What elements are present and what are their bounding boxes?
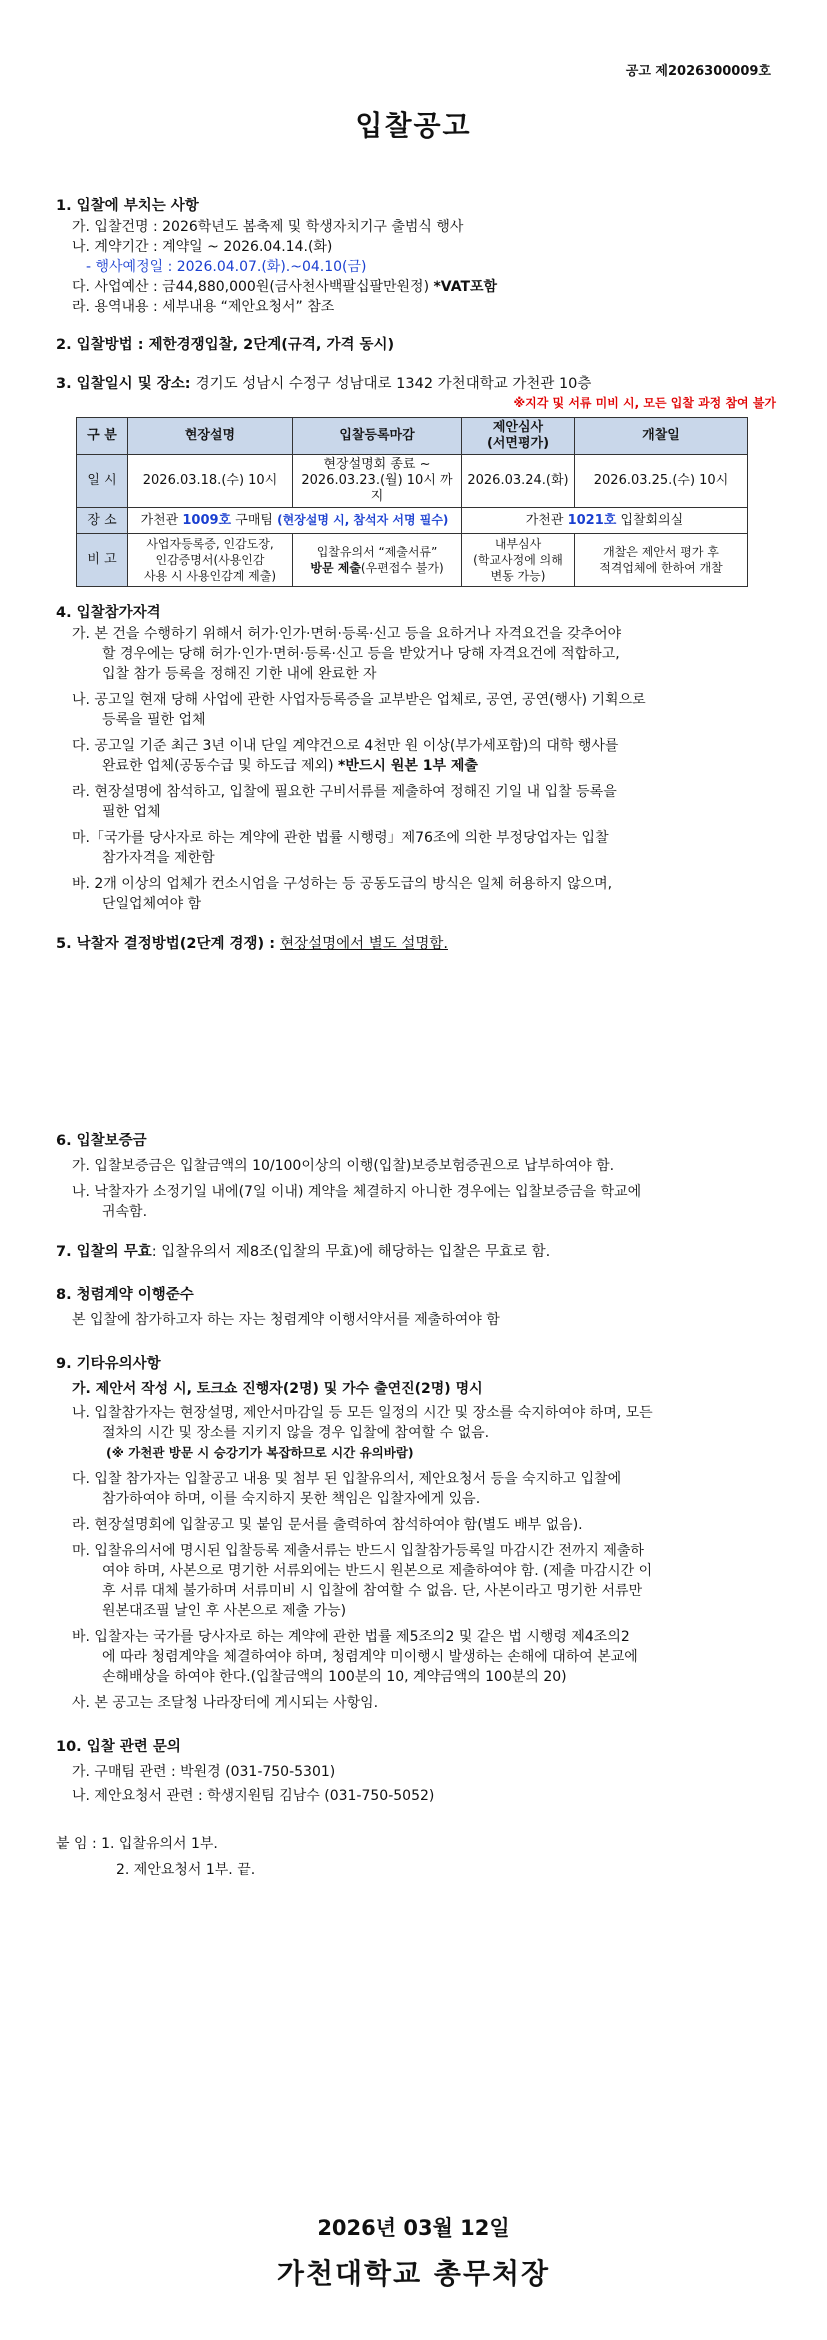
notice-date: 2026년 03월 12일 xyxy=(317,2216,510,2240)
table-header-cell xyxy=(462,418,575,455)
table-row xyxy=(77,534,748,587)
notice-number: 공고 제2026300009호 xyxy=(625,64,771,79)
s8-text: 본 입찰에 참가하고자 하는 자는 청렴계약 이행서약서를 제출하여야 함 xyxy=(72,1312,500,1328)
table-cell-line: 입찰유의서 “제출서류” xyxy=(316,545,438,559)
table-cell xyxy=(128,508,462,534)
s4-item-c-text: 완료한 업체(공동수급 및 하도급 제외) xyxy=(102,758,339,774)
section-3-heading-label: 3. 입찰일시 및 장소: xyxy=(56,376,196,392)
table-cell-line: 인감증명서(사용인감 xyxy=(155,553,265,567)
section-10-heading: 10. 입찰 관련 문의 xyxy=(56,1739,181,1755)
cell-text: 가천관 xyxy=(140,513,183,528)
s9-item-e-cont: 여야 하며, 사본으로 명기한 서류외에는 반드시 원본으로 제출하여야 함. (제출 마감시간 이 xyxy=(102,1563,653,1579)
signature-note: (현장설명 시, 참석자 서명 필수) xyxy=(277,513,449,527)
table-header-cell: 개찰일 xyxy=(575,418,748,455)
table-cell xyxy=(293,455,462,508)
section-5-heading-label: 5. 낙찰자 결정방법(2단계 경쟁) : xyxy=(56,936,281,952)
s9-item-e: 마. 입찰유의서에 명시된 입찰등록 제출서류는 반드시 입찰참가등록일 마감시간 전까지 제출하 xyxy=(72,1543,644,1559)
page-title: 입찰공고 xyxy=(355,109,472,142)
section-7-text: : 입찰유의서 제8조(입찰의 무효)에 해당하는 입찰은 무효로 함. xyxy=(151,1244,551,1260)
s9-item-f-cont: 에 따라 청렴계약을 체결하여야 하며, 청렴계약 미이행시 발생하는 손해에 대하여 본교에 xyxy=(102,1649,638,1665)
section-5 xyxy=(56,934,776,955)
s6-item-a: 가. 입찰보증금은 입찰금액의 10/100이상의 이행(입찰)보증보험증권으로 납부하여야 함. xyxy=(72,1158,615,1174)
table-cell xyxy=(128,534,293,587)
table-cell: 2026.03.24.(화) xyxy=(462,455,575,508)
table-cell-line: (학교사정에 의해 xyxy=(473,553,563,567)
table-cell xyxy=(575,534,748,587)
table-cell xyxy=(293,534,462,587)
section-1 xyxy=(56,196,776,317)
table-header-line: 제안심사 xyxy=(492,420,544,435)
s4-item-b: 나. 공고일 현재 당해 사업에 관한 사업자등록증을 교부받은 업체로, 공연, 공연(행사) 기획으로 xyxy=(72,692,646,708)
table-cell-line: 적격업체에 한하여 개찰 xyxy=(599,561,723,575)
s9-item-b-note: (※ 가천관 방문 시 승강기가 복잡하므로 시간 유의바람) xyxy=(106,1445,414,1460)
s9-item-c: 다. 입찰 참가자는 입찰공고 내용 및 첨부 된 입찰유의서, 제안요청서 등을 숙지하고 입찰에 xyxy=(72,1471,622,1487)
s4-item-b-cont: 등록을 필한 업체 xyxy=(102,712,206,728)
section-2-heading: 2. 입찰방법 : 제한경쟁입찰, 2단계(규격, 가격 동시) xyxy=(56,337,395,353)
s10-item-b: 나. 제안요청서 관련 : 학생지원팀 김남수 (031-750-5052) xyxy=(72,1788,435,1804)
s4-item-a-cont: 입찰 참가 등록을 정해진 기한 내에 완료한 자 xyxy=(102,666,377,682)
s4-item-f: 바. 2개 이상의 업체가 컨소시엄을 구성하는 등 공동도급의 방식은 일체 허용하지 않으며, xyxy=(72,876,613,892)
section-1-heading: 1. 입찰에 부치는 사항 xyxy=(56,198,199,214)
section-8 xyxy=(56,1285,776,1330)
section-7-heading-label: 7. 입찰의 무효 xyxy=(56,1244,152,1260)
table-cell-line: 사업자등록증, 인감도장, xyxy=(146,537,274,551)
table-cell: 2026.03.18.(수) 10시 xyxy=(128,455,293,508)
room-number: 1009호 xyxy=(182,513,232,528)
s4-item-c: 다. 공고일 기준 최근 3년 이내 단일 계약건으로 4천만 원 이상(부가세포함)의 대학 행사를 xyxy=(72,738,619,754)
section-3 xyxy=(56,374,776,587)
s4-item-f-cont: 단일업체여야 함 xyxy=(102,896,202,912)
s1-vat-note: *VAT포함 xyxy=(433,279,498,295)
original-note: *반드시 원본 1부 제출 xyxy=(338,758,478,774)
s4-item-a-cont: 할 경우에는 당해 허가·인가·면허·등록·신고 등을 받았거나 당해 자격요건에 적합하고, xyxy=(102,646,620,662)
s4-item-d: 라. 현장설명에 참석하고, 입찰에 필요한 구비서류를 제출하여 정해진 기일 내 입찰 등록을 xyxy=(72,784,617,800)
table-row-label: 비 고 xyxy=(77,534,128,587)
s1-item-a: 가. 입찰건명 : 2026학년도 봄축제 및 학생자치기구 출범식 행사 xyxy=(72,219,464,235)
table-cell: 2026.03.25.(수) 10시 xyxy=(575,455,748,508)
table-row-label: 일 시 xyxy=(77,455,128,508)
table-cell-line: 2026.03.23.(월) 10시 까지 xyxy=(301,473,453,504)
attachment-line-2: 2. 제안요청서 1부. 끝. xyxy=(116,1862,256,1878)
section-5-heading xyxy=(56,934,776,955)
section-3-place: 경기도 성남시 수정구 성남대로 1342 가천대학교 가천관 10층 xyxy=(195,376,592,392)
table-row-label: 장 소 xyxy=(77,508,128,534)
section-10 xyxy=(56,1737,776,1806)
table-row xyxy=(77,508,748,534)
s9-item-a: 가. 제안서 작성 시, 토크쇼 진행자(2명) 및 가수 출연진(2명) 명시 xyxy=(72,1381,483,1397)
issuer-name: 가천대학교 총무처장 xyxy=(276,2257,551,2290)
table-cell-line xyxy=(296,560,458,576)
s9-item-e-cont: 원본대조필 날인 후 사본으로 제출 가능) xyxy=(102,1603,347,1619)
section-6 xyxy=(56,1131,776,1222)
s9-item-d: 라. 현장설명회에 입찰공고 및 붙임 문서를 출력하여 참석하여야 함(별도 배부 없음). xyxy=(72,1517,583,1533)
section-4 xyxy=(56,603,776,914)
table-cell-line: 현장설명회 종료 ~ xyxy=(323,457,431,472)
s4-item-a: 가. 본 건을 수행하기 위해서 허가·인가·면허·등록·신고 등을 요하거나 자격요건을 갖추어야 xyxy=(72,626,622,642)
s3-warning: ※지각 및 서류 미비 시, 모든 입찰 과정 참여 불가 xyxy=(513,396,776,410)
s9-item-e-cont: 후 서류 대체 불가하며 서류미비 시 입찰에 참여할 수 없음. 단, 사본이라고 명기한 서류만 xyxy=(102,1583,643,1599)
table-row xyxy=(77,455,748,508)
s6-item-b-cont: 귀속함. xyxy=(102,1204,148,1220)
attachment-line-1: 붙 임 : 1. 입찰유의서 1부. xyxy=(56,1836,218,1852)
section-3-heading xyxy=(56,374,776,395)
cell-text: 구매팀 xyxy=(231,513,278,528)
table-cell xyxy=(462,508,748,534)
section-6-heading: 6. 입찰보증금 xyxy=(56,1133,147,1149)
table-header-row xyxy=(77,418,748,455)
cell-text: (우편접수 불가) xyxy=(360,561,444,575)
section-8-heading: 8. 청렴계약 이행준수 xyxy=(56,1287,194,1303)
s1-item-b-sub: - 행사예정일 : 2026.04.07.(화).~04.10(금) xyxy=(86,259,367,275)
document-body xyxy=(56,196,776,1880)
s9-item-f-cont: 손해배상을 하여야 한다.(입찰금액의 100분의 10, 계약금액의 100분의 20) xyxy=(102,1669,567,1685)
s1-item-b: 나. 계약기간 : 계약일 ~ 2026.04.14.(화) xyxy=(72,239,333,255)
s1-item-c xyxy=(56,277,776,297)
s9-item-c-cont: 참가하여야 하며, 이를 숙지하지 못한 책임은 입찰자에게 있음. xyxy=(102,1491,481,1507)
section-5-text: 현장설명에서 별도 설명함. xyxy=(280,936,448,952)
table-cell-line: 개찰은 제안서 평가 후 xyxy=(603,545,719,559)
s1-item-c-text: 다. 사업예산 : 금44,880,000원(금사천사백팔십팔만원정) xyxy=(72,279,434,295)
table-cell-line: 내부심사 xyxy=(494,537,542,551)
table-header-cell: 현장설명 xyxy=(128,418,293,455)
section-7 xyxy=(56,1242,776,1263)
s6-item-b: 나. 낙찰자가 소정기일 내에(7일 이내) 계약을 체결하지 아니한 경우에는 입찰보증금을 학교에 xyxy=(72,1184,642,1200)
table-header-line: (서면평가) xyxy=(486,436,550,451)
table-header-cell: 구 분 xyxy=(77,418,128,455)
table-header-cell: 입찰등록마감 xyxy=(293,418,462,455)
cell-text: 입찰회의실 xyxy=(616,512,684,528)
s9-item-b: 나. 입찰참가자는 현장설명, 제안서마감일 등 모든 일정의 시간 및 장소를 숙지하여야 하며, 모든 xyxy=(72,1405,653,1421)
room-number: 1021호 xyxy=(567,512,617,528)
attachments xyxy=(56,1834,776,1880)
section-7-heading xyxy=(56,1242,776,1263)
cell-text: 가천관 xyxy=(525,512,568,528)
section-4-heading: 4. 입찰참가자격 xyxy=(56,605,161,621)
s4-item-e-cont: 참가자격을 제한함 xyxy=(102,850,215,866)
visit-submit: 방문 제출 xyxy=(310,561,361,575)
section-2 xyxy=(56,335,776,356)
section-9 xyxy=(56,1354,776,1713)
s9-item-b-cont: 절차의 시간 및 장소를 지키지 않을 경우 입찰에 참여할 수 없음. xyxy=(102,1425,490,1441)
s10-item-a: 가. 구매팀 관련 : 박원경 (031-750-5301) xyxy=(72,1764,336,1780)
table-cell-line: 사용 시 사용인감계 제출) xyxy=(143,569,277,583)
s9-item-f: 바. 입찰자는 국가를 당사자로 하는 계약에 관한 법률 제5조의2 및 같은 법 시행령 제4조의2 xyxy=(72,1629,630,1645)
s4-item-e: 마.「국가를 당사자로 하는 계약에 관한 법률 시행령」제76조에 의한 부정당업자는 입찰 xyxy=(72,830,609,846)
s4-item-d-cont: 필한 업체 xyxy=(102,804,161,820)
s1-item-d: 라. 용역내용 : 세부내용 “제안요청서” 참조 xyxy=(72,299,335,315)
table-cell xyxy=(462,534,575,587)
s9-item-g: 사. 본 공고는 조달청 나라장터에 게시되는 사항임. xyxy=(72,1695,379,1711)
s4-item-c-cont xyxy=(56,756,776,776)
section-9-heading: 9. 기타유의사항 xyxy=(56,1356,161,1372)
table-cell-line: 변동 가능) xyxy=(490,569,546,583)
schedule-table xyxy=(76,417,748,587)
